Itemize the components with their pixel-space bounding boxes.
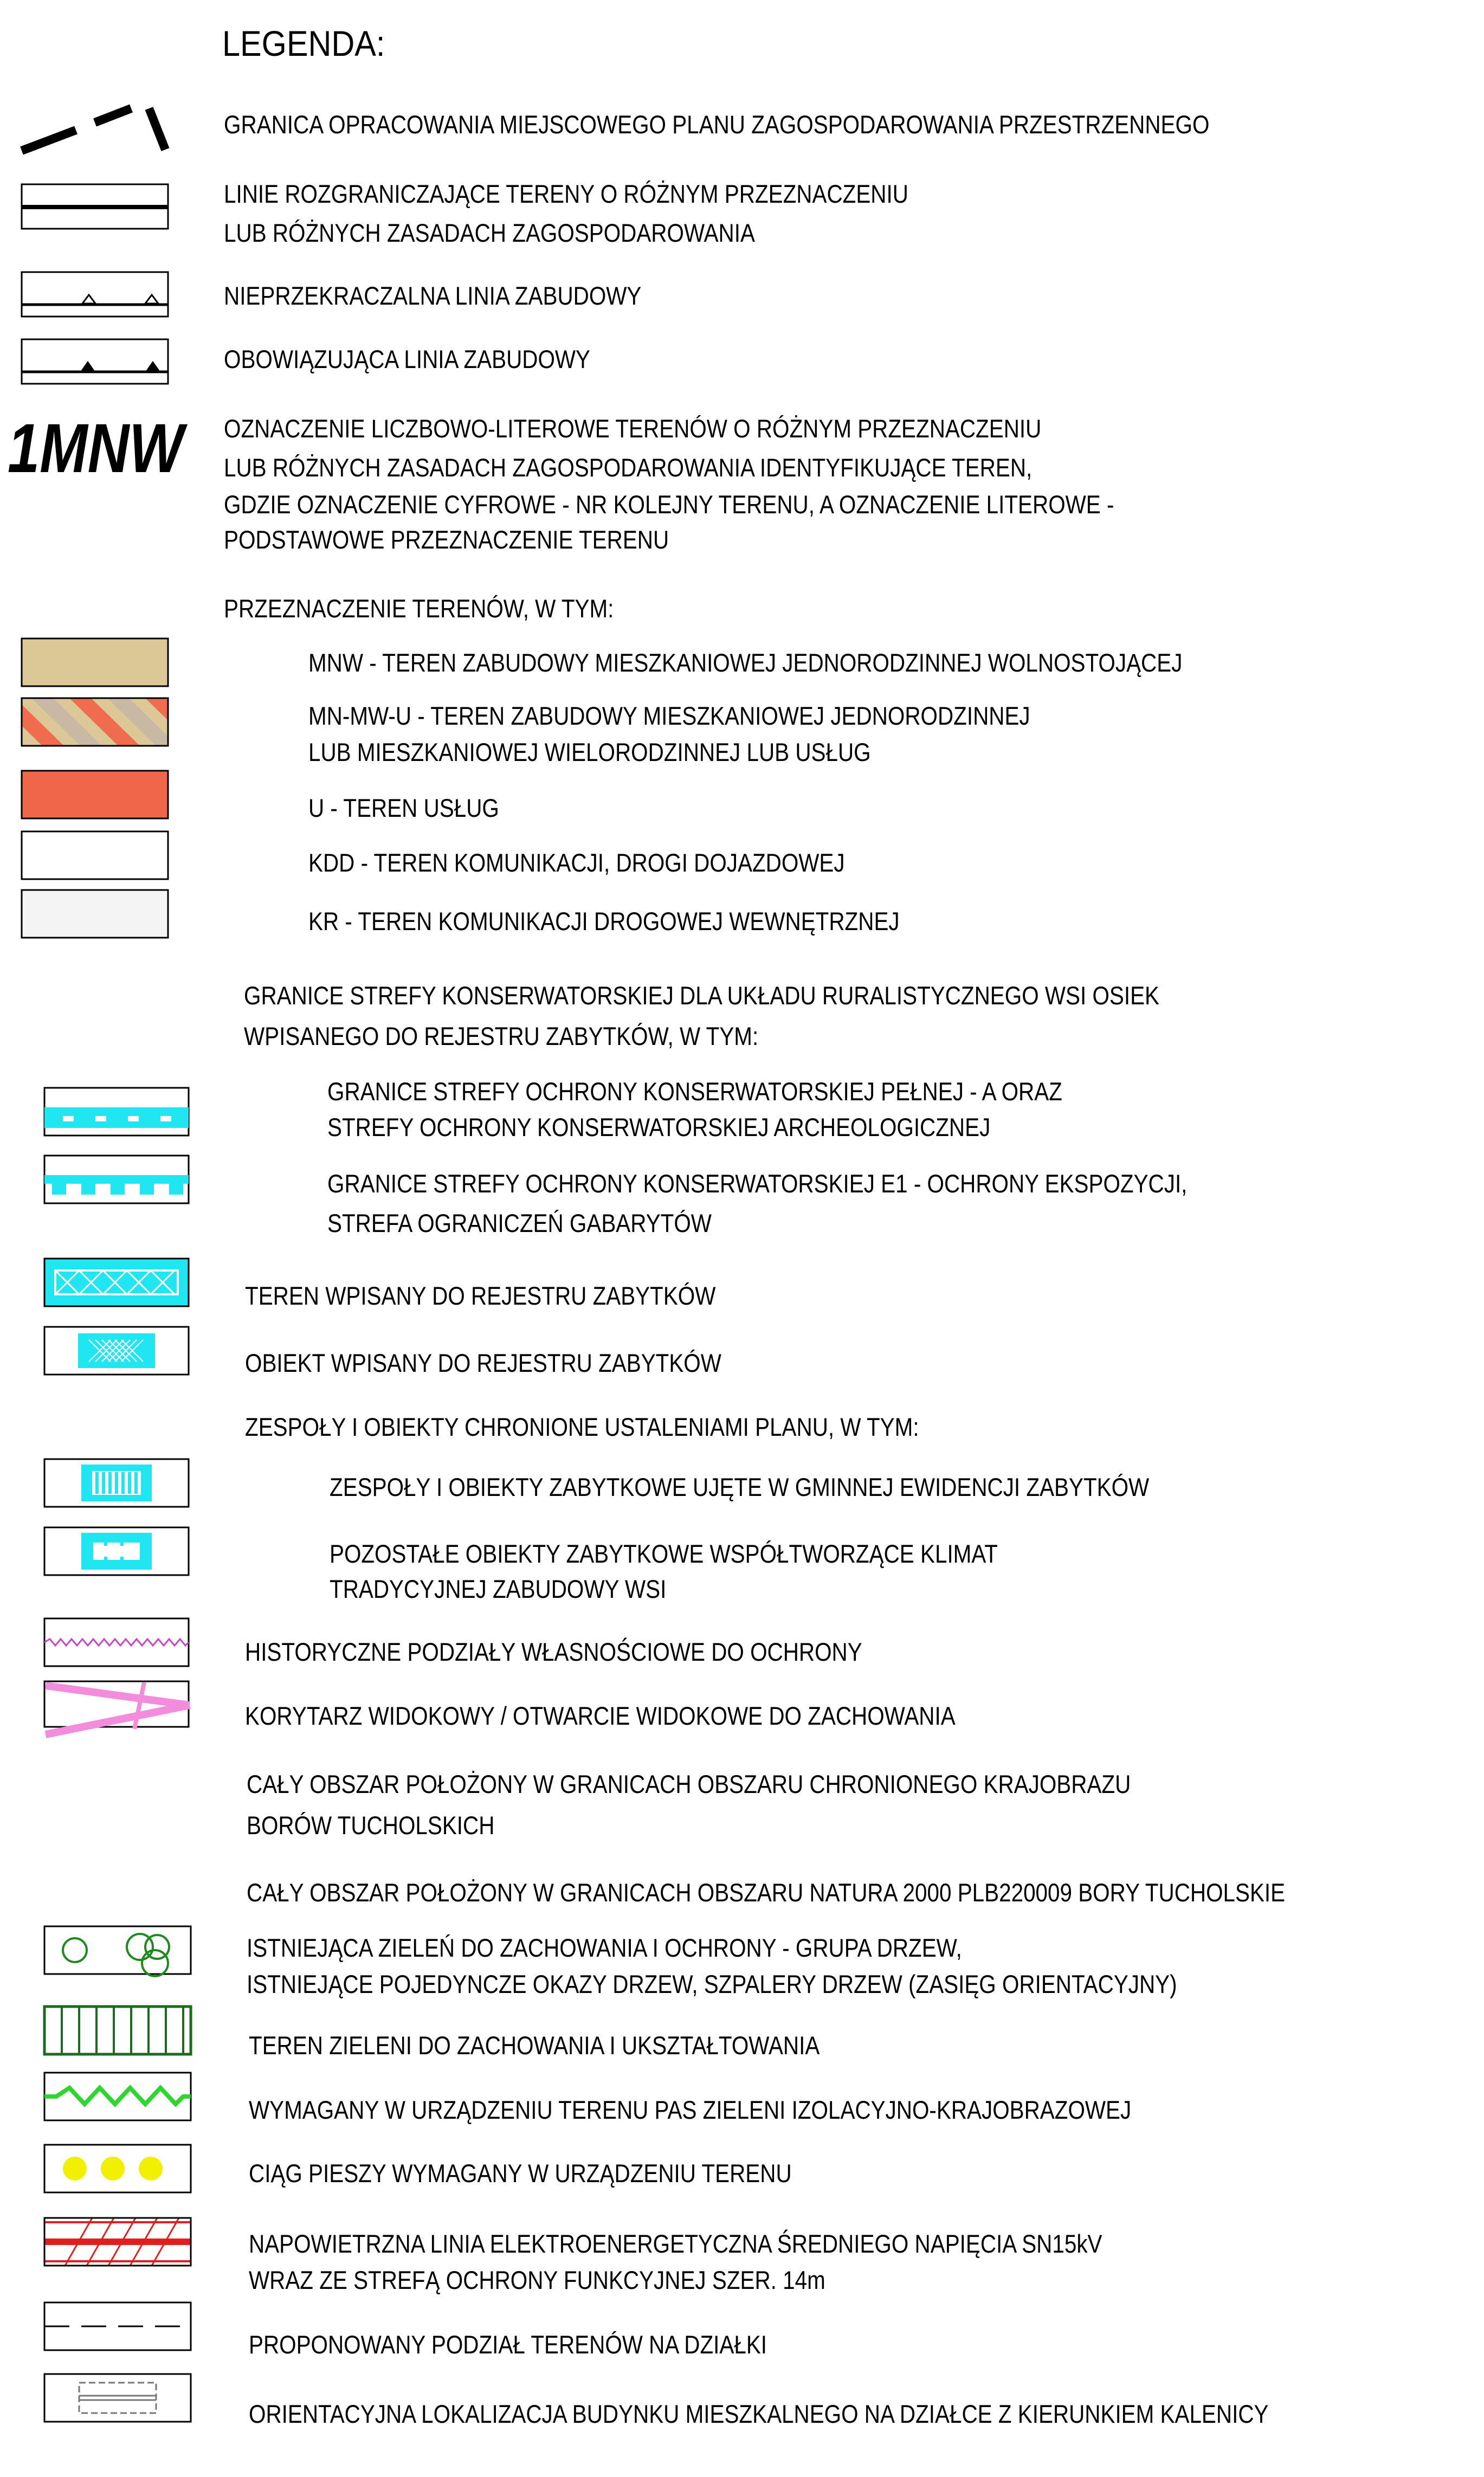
label-conservation-header-2: WPISANEGO DO REJESTRU ZABYTKÓW, W TYM: [244, 1022, 759, 1050]
non-exceedable-line-symbol [21, 271, 169, 318]
label-green-belt: WYMAGANY W URZĄDZENIU TERENU PAS ZIELENI IZOLACYJNO-KRAJOBRAZOWEJ [249, 2095, 1132, 2124]
label-other-historic-2: TRADYCYJNEJ ZABUDOWY WSI [330, 1575, 667, 1603]
kdd-swatch [21, 830, 169, 880]
label-landscape-area-2: BORÓW TUCHOLSKICH [247, 1811, 495, 1840]
label-mnw: MNW - TEREN ZABUDOWY MIESZKANIOWEJ JEDNORODZINNEJ WOLNOSTOJĄCEJ [308, 648, 1183, 677]
legend-title: LEGENDA: [222, 23, 385, 63]
kr-swatch [21, 889, 169, 939]
green-belt-symbol [43, 2072, 193, 2121]
label-boundary: GRANICA OPRACOWANIA MIEJSCOWEGO PLANU ZAGOSPODAROWANIA PRZESTRZENNEGO [224, 110, 1210, 139]
mandatory-line-symbol [21, 338, 169, 385]
label-mandatory-line: OBOWIĄZUJĄCA LINIA ZABUDOWY [224, 345, 591, 373]
label-pedestrian-route: CIĄG PIESZY WYMAGANY W URZĄDZENIU TERENU [249, 2159, 792, 2188]
label-power-line-1: NAPOWIETRZNA LINIA ELEKTROENERGETYCZNA ŚREDNIEGO NAPIĘCIA SN15kV [249, 2229, 1102, 2258]
municipal-register-symbol [43, 1458, 190, 1508]
plot-division-symbol [43, 2301, 193, 2351]
label-greenery-area: TEREN ZIELENI DO ZACHOWANIA I UKSZTAŁTOWANIA [249, 2031, 820, 2060]
label-land-use-header: PRZEZNACZENIE TERENÓW, W TYM: [224, 594, 614, 623]
label-dividing-lines-1: LINIE ROZGRANICZAJĄCE TERENY O RÓŻNYM PRZEZNACZENIU [224, 179, 908, 208]
label-power-line-2: WRAZ ZE STREFĄ OCHRONY FUNKCYJNEJ SZER. 14m [249, 2266, 825, 2294]
label-existing-greenery-2: ISTNIEJĄCE POJEDYNCZE OKAZY DRZEW, SZPALERY DRZEW (ZASIĘG ORIENTACYJNY) [247, 1970, 1177, 1998]
label-kr: KR - TEREN KOMUNIKACJI DROGOWEJ WEWNĘTRZNEJ [308, 907, 900, 936]
building-location-symbol [43, 2373, 193, 2423]
label-code-4: PODSTAWOWE PRZEZNACZENIE TERENU [224, 525, 669, 554]
boundary-symbol [11, 98, 173, 163]
mn-mw-u-swatch [21, 697, 169, 747]
pedestrian-route-symbol [43, 2144, 193, 2194]
label-dividing-lines-2: LUB RÓŻNYCH ZASADACH ZAGOSPODAROWANIA [224, 218, 755, 247]
label-zone-a-1: GRANICE STREFY OCHRONY KONSERWATORSKIEJ PEŁNEJ - A ORAZ [327, 1077, 1062, 1106]
existing-greenery-symbol [43, 1925, 193, 1979]
label-registered-area: TEREN WPISANY DO REJESTRU ZABYTKÓW [245, 1281, 716, 1310]
label-existing-greenery-1: ISTNIEJĄCA ZIELEŃ DO ZACHOWANIA I OCHRONY - GRUPA DRZEW, [247, 1933, 962, 1962]
label-conservation-header-1: GRANICE STREFY KONSERWATORSKIEJ DLA UKŁADU RURALISTYCZNEGO WSI OSIEK [244, 981, 1159, 1010]
ownership-divisions-symbol [43, 1617, 190, 1667]
label-building-location: ORIENTACYJNA LOKALIZACJA BUDYNKU MIESZKALNEGO NA DZIAŁCE Z KIERUNKIEM KALENICY [249, 2399, 1269, 2428]
zone-e1-symbol [43, 1154, 190, 1204]
power-line-symbol [43, 2217, 193, 2267]
label-zone-a-2: STREFY OCHRONY KONSERWATORSKIEJ ARCHEOLOGICZNEJ [327, 1113, 991, 1141]
label-other-historic-1: POZOSTAŁE OBIEKTY ZABYTKOWE WSPÓŁTWORZĄCE KLIMAT [330, 1539, 998, 1568]
u-swatch [21, 770, 169, 820]
label-non-exceedable-line: NIEPRZEKRACZALNA LINIA ZABUDOWY [224, 281, 642, 310]
mnw-swatch [21, 637, 169, 687]
greenery-area-symbol [43, 2005, 193, 2055]
registered-area-symbol [43, 1257, 190, 1307]
label-view-corridor: KORYTARZ WIDOKOWY / OTWARCIE WIDOKOWE DO ZACHOWANIA [245, 1701, 956, 1730]
label-protected-header: ZESPOŁY I OBIEKTY CHRONIONE USTALENIAMI PLANU, W TYM: [245, 1412, 919, 1441]
label-ownership-divisions: HISTORYCZNE PODZIAŁY WŁASNOŚCIOWE DO OCHRONY [245, 1637, 862, 1666]
label-mn-mw-u-1: MN-MW-U - TEREN ZABUDOWY MIESZKANIOWEJ JEDNORODZINNEJ [308, 701, 1030, 730]
label-registered-object: OBIEKT WPISANY DO REJESTRU ZABYTKÓW [245, 1349, 721, 1377]
label-natura-2000: CAŁY OBSZAR POŁOŻONY W GRANICACH OBSZARU NATURA 2000 PLB220009 BORY TUCHOLSKIE [247, 1878, 1286, 1907]
label-landscape-area-1: CAŁY OBSZAR POŁOŻONY W GRANICACH OBSZARU CHRONIONEGO KRAJOBRAZU [247, 1770, 1131, 1798]
label-zone-e1-1: GRANICE STREFY OCHRONY KONSERWATORSKIEJ E1 - OCHRONY EKSPOZYCJI, [327, 1169, 1188, 1198]
code-symbol: 1MNW [8, 410, 184, 487]
label-code-1: OZNACZENIE LICZBOWO-LITEROWE TERENÓW O RÓŻNYM PRZEZNACZENIU [224, 414, 1042, 443]
other-historic-symbol [43, 1526, 190, 1576]
label-code-3: GDZIE OZNACZENIE CYFROWE - NR KOLEJNY TERENU, A OZNACZENIE LITEROWE - [224, 490, 1114, 519]
label-zone-e1-2: STREFA OGRANICZEŃ GABARYTÓW [327, 1209, 712, 1237]
label-mn-mw-u-2: LUB MIESZKANIOWEJ WIELORODZINNEJ LUB USŁUG [308, 738, 871, 766]
label-municipal-register: ZESPOŁY I OBIEKTY ZABYTKOWE UJĘTE W GMINNEJ EWIDENCJI ZABYTKÓW [330, 1473, 1150, 1501]
label-kdd: KDD - TEREN KOMUNIKACJI, DROGI DOJAZDOWEJ [308, 848, 845, 877]
zone-a-symbol [43, 1087, 190, 1137]
label-u: U - TEREN USŁUG [308, 794, 499, 822]
registered-object-symbol [43, 1326, 190, 1376]
label-code-2: LUB RÓŻNYCH ZASADACH ZAGOSPODAROWANIA IDENTYFIKUJĄCE TEREN, [224, 453, 1033, 482]
view-corridor-symbol [38, 1675, 195, 1740]
dividing-lines-symbol [21, 183, 169, 230]
label-plot-division: PROPONOWANY PODZIAŁ TERENÓW NA DZIAŁKI [249, 2330, 767, 2359]
